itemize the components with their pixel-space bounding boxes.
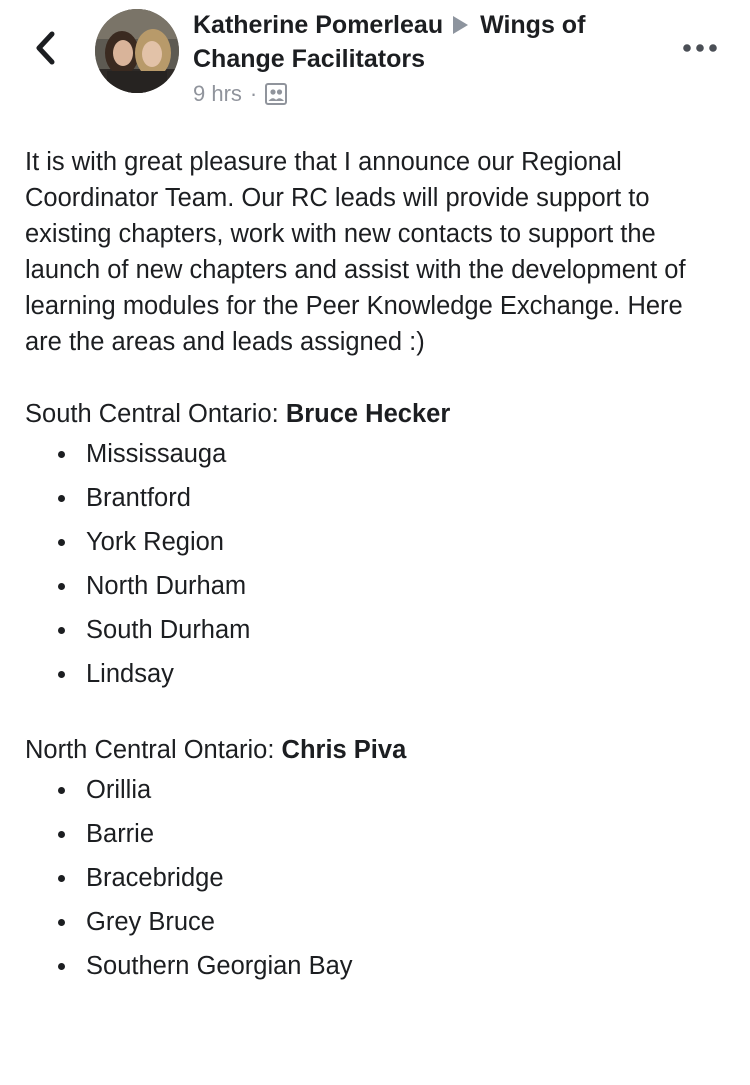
chevron-left-icon (28, 28, 64, 68)
post-title-line-2 (193, 42, 673, 76)
avatar[interactable] (95, 9, 179, 93)
post-header (0, 0, 750, 120)
region-heading-north-central (25, 732, 725, 768)
group-audience-icon (265, 83, 287, 105)
region-heading-south-central (25, 396, 725, 432)
region-lead-name: Bruce Hecker (285, 400, 451, 428)
list-item: Barrie (25, 812, 725, 856)
arrow-right-icon (453, 16, 468, 34)
meta-separator: · (249, 81, 258, 106)
list-item: Orillia (25, 768, 725, 812)
list-item: York Region (25, 520, 725, 564)
list-item: Mississauga (25, 432, 725, 476)
list-item: South Durham (25, 608, 725, 652)
region-lead-name: Chris Piva (281, 736, 407, 764)
post-body (25, 144, 725, 988)
timestamp[interactable]: 9 hrs (193, 81, 242, 106)
post-intro-text: It is with great pleasure that I announce our Regional Coordinator Team. Our RC leads will provide support to existing chapters, work with new contacts to support the launch of new chapters and assist with the development of learning modules for the Peer Knowledge Exchange. Here are the areas and leads assigned :) (25, 148, 686, 356)
list-item: Southern Georgian Bay (25, 944, 725, 988)
list-item: Lindsay (25, 652, 725, 696)
profile-photo (95, 9, 179, 93)
post-title-line-1 (193, 8, 673, 42)
post-meta (193, 80, 673, 108)
group-name-link-continued[interactable]: Change Facilitators (193, 45, 425, 73)
list-item: North Durham (25, 564, 725, 608)
list-item: Grey Bruce (25, 900, 725, 944)
back-button[interactable] (28, 28, 64, 68)
region-list-north-central (25, 768, 725, 988)
more-horizontal-icon (682, 40, 718, 56)
list-item: Bracebridge (25, 856, 725, 900)
author-name-link[interactable]: Katherine Pomerleau (193, 11, 444, 39)
region-label: North Central Ontario: (25, 736, 282, 764)
region-label: South Central Ontario: (25, 400, 286, 428)
group-name-link[interactable]: Wings of (480, 11, 586, 39)
list-item: Brantford (25, 476, 725, 520)
more-options-button[interactable] (682, 40, 718, 56)
post-header-text (193, 8, 673, 108)
region-list-south-central (25, 432, 725, 696)
